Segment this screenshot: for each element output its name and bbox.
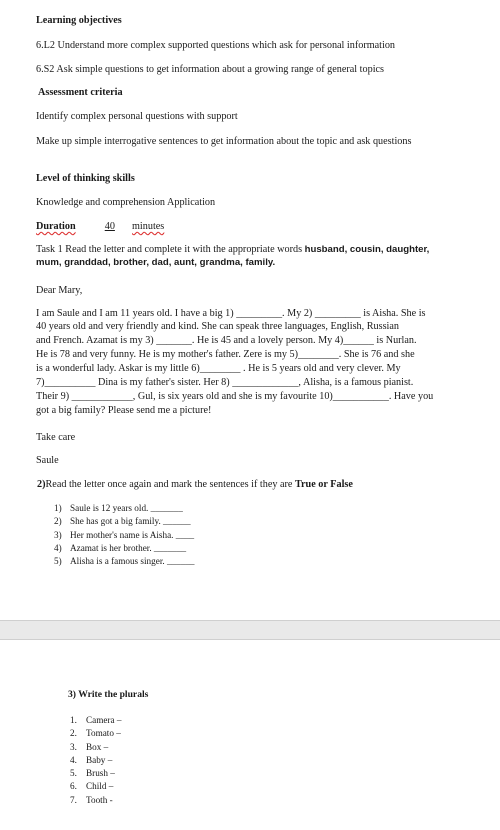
learning-objective-2: 6.S2 Ask simple questions to get information about a growing range of general topics [36,64,385,75]
learning-objective-1: 6.L2 Understand more complex supported questions which ask for personal information [36,40,396,51]
task1-prefix: Task 1 Read the letter and complete it with the appropriate words [36,244,305,255]
plural-item-3: Box – [86,741,109,752]
task2-statement-1: Saule is 12 years old. _______ [70,503,183,513]
letter-line-7: Their 9) ____________, Gul, is six years old and she is my favourite 10)___________. Have you [36,391,434,402]
task1-instructions [36,243,456,269]
task2-statement-5: Alisha is a famous singer. ______ [70,556,195,567]
assessment-criterion-1: Identify complex personal questions with support [36,111,238,122]
assessment-criteria-heading: Assessment criteria [38,87,123,98]
plural-item-5: Brush – [86,768,115,779]
task1-word-bank: husband, cousin, daughter, mum, granddad, brother, dad, aunt, grandma, family. [36,244,430,268]
list-item: 4. Baby – [70,754,113,765]
learning-objectives-heading: Learning objectives [36,15,122,26]
letter-greeting: Dear Mary, [36,285,83,296]
task2-statement-2: She has got a big family. ______ [70,516,191,527]
list-item: 6. Child – [70,781,114,792]
list-item: 4) Azamat is her brother. _______ [54,542,187,553]
letter-closing: Take care [36,432,76,443]
task2-statement-4: Azamat is her brother. _______ [70,542,187,553]
task3-plurals-list [70,714,121,807]
plural-item-7: Tooth - [86,794,113,805]
letter-line-4: He is 78 and very funny. He is my mother's father. Zere is my 5)________. She is 76 and she [36,349,415,360]
list-item: 5) Alisha is a famous singer. ______ [54,556,195,567]
plural-item-4: Baby – [86,754,113,765]
letter-line-8: got a big family? Please send me a picture! [36,405,212,416]
task2-number: 2) [37,479,46,490]
task2-statement-3: Her mother's name is Aisha. ____ [70,529,195,540]
worksheet-page-2 [0,640,500,830]
list-item: 3) Her mother's name is Aisha. ____ [54,529,195,540]
letter-line-3: and French. Azamat is my 3) _______. He is 45 and a lovely person. My 4)______ is Nurlan. [36,335,417,346]
task2-statement-list [54,502,195,568]
list-item: 1. Camera – [70,715,122,725]
duration-value: 40 [104,221,115,232]
letter-line-1: I am Saule and I am 11 years old. I have a big 1) _________. My 2) _________ is Aisha. She is [36,308,426,319]
thinking-skills-heading: Level of thinking skills [36,173,135,184]
duration-label: Duration [36,221,76,232]
page-break [0,620,500,640]
task2-instructions [37,478,464,491]
list-item: 2) She has got a big family. ______ [54,516,191,527]
list-item: 3. Box – [70,741,109,752]
list-item: 7. Tooth - [70,794,113,805]
list-item: 2. Tomato – [70,728,121,739]
letter-line-2: 40 years old and very friendly and kind. She can speak three languages, English, Russian [36,321,399,332]
list-item: 1) Saule is 12 years old. _______ [54,503,183,513]
plural-item-1: Camera – [86,715,122,725]
duration-row [36,220,464,233]
duration-unit: minutes [132,221,165,232]
plural-item-2: Tomato – [86,728,121,739]
assessment-criterion-2: Make up simple interrogative sentences to get information about the topic and ask questions [36,136,412,147]
thinking-skills-text: Knowledge and comprehension Application [36,197,216,208]
list-item: 5. Brush – [70,768,115,779]
task2-prefix: Read the letter once again and mark the sentences if they are [45,479,295,490]
letter-line-5: is a wonderful lady. Askar is my little 6)________ . He is 5 years old and very clever. My [36,363,401,374]
task3-heading: 3) Write the plurals [68,689,149,700]
task2-emphasis: True or False [294,479,353,490]
letter-signature: Saule [36,455,59,466]
letter-line-6: 7)__________ Dina is my father's sister. Her 8) _____________, Alisha, is a famous pianist. [36,377,414,388]
plural-item-6: Child – [86,781,114,792]
